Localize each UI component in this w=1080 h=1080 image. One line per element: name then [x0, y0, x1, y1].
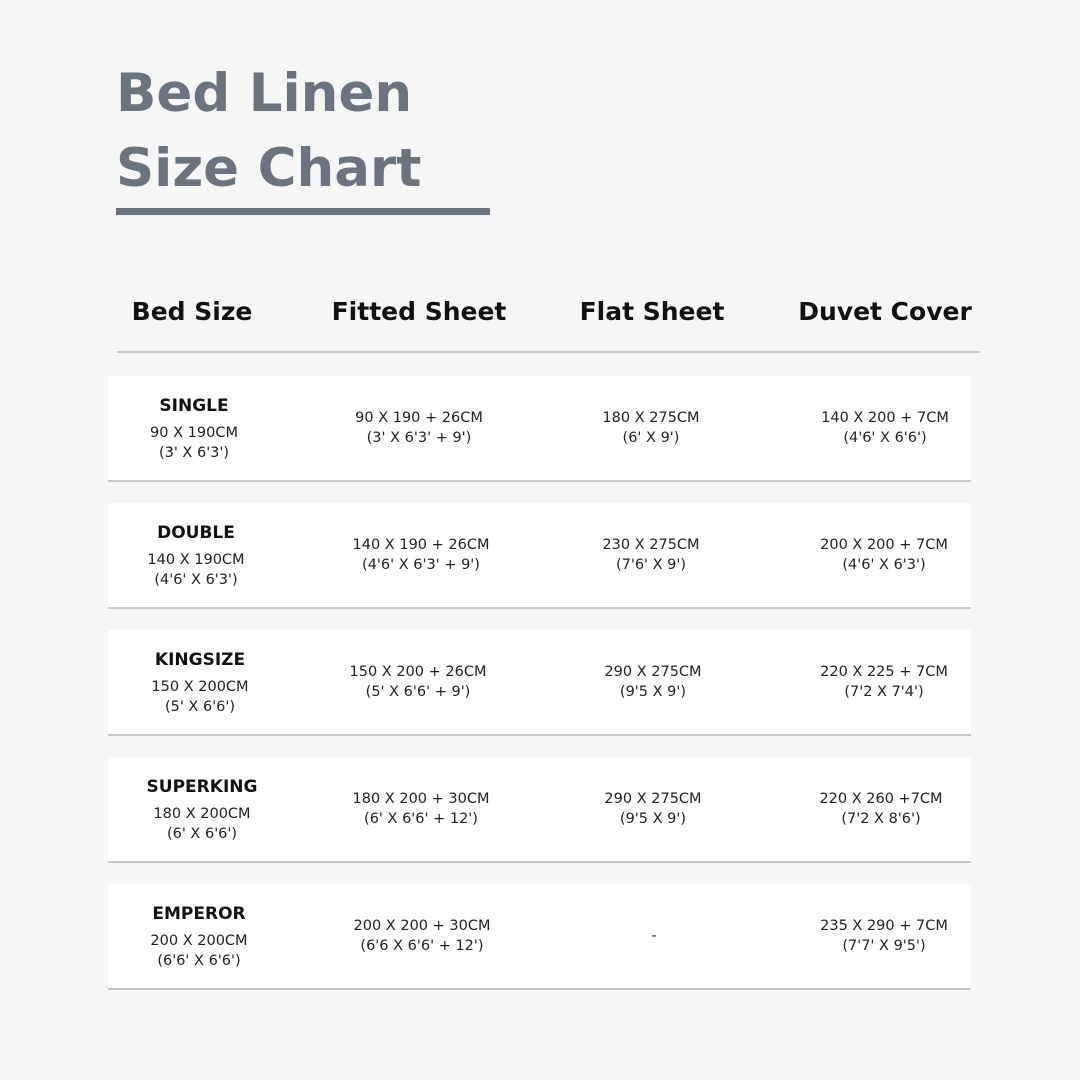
- flat-sheet-ft: (6' X 9'): [622, 430, 680, 446]
- fitted-sheet-cell: [355, 376, 483, 480]
- flat-sheet-ft: (9'5 X 9'): [619, 684, 687, 700]
- flat-sheet-cm: 290 X 275CM: [604, 664, 702, 680]
- page-title: [116, 56, 421, 206]
- header-flat-sheet: Flat Sheet: [579, 297, 725, 326]
- bed-size-ft: (5' X 6'6'): [164, 698, 236, 715]
- bed-size-name: EMPEROR: [152, 903, 246, 924]
- duvet-cover-cm: 140 X 200 + 7CM: [821, 410, 949, 426]
- bed-size-cell: [147, 757, 258, 861]
- bed-size-ft: (6'6' X 6'6'): [157, 952, 241, 969]
- bed-size-cm: 200 X 200CM: [150, 932, 248, 949]
- duvet-cover-cm: 235 X 290 + 7CM: [820, 918, 948, 934]
- duvet-cover-ft: (4'6' X 6'6'): [843, 430, 927, 446]
- fitted-sheet-ft: (6'6 X 6'6' + 12'): [360, 938, 484, 954]
- bed-size-cell: [151, 630, 248, 734]
- fitted-sheet-cm: 90 X 190 + 26CM: [355, 410, 483, 426]
- bed-size-cm: 150 X 200CM: [151, 678, 249, 695]
- fitted-sheet-cell: [353, 757, 490, 861]
- bed-size-name: KINGSIZE: [154, 649, 246, 670]
- duvet-cover-cell: [820, 630, 948, 734]
- title-line-1: Bed Linen: [116, 63, 413, 124]
- flat-sheet-cm: 290 X 275CM: [604, 791, 702, 807]
- duvet-cover-cell: [819, 757, 942, 861]
- duvet-cover-cm: 220 X 225 + 7CM: [820, 664, 948, 680]
- duvet-cover-ft: (7'7' X 9'5'): [842, 938, 926, 954]
- fitted-sheet-cm: 150 X 200 + 26CM: [349, 664, 487, 680]
- bed-size-cm: 180 X 200CM: [153, 805, 251, 822]
- duvet-cover-cell: [821, 376, 949, 480]
- table-row: [108, 757, 971, 863]
- fitted-sheet-ft: (3' X 6'3' + 9'): [366, 430, 472, 446]
- fitted-sheet-cm: 180 X 200 + 30CM: [352, 791, 490, 807]
- flat-sheet-cell: [604, 630, 701, 734]
- flat-sheet-cell: [604, 757, 701, 861]
- bed-size-cell: [150, 884, 247, 988]
- fitted-sheet-cell: [353, 503, 490, 607]
- bed-size-ft: (3' X 6'3'): [158, 444, 230, 461]
- table-row: [108, 630, 971, 736]
- bed-size-cm: 140 X 190CM: [147, 551, 245, 568]
- bed-size-name: DOUBLE: [157, 522, 235, 543]
- title-line-2: Size Chart: [116, 138, 422, 199]
- duvet-cover-cell: [820, 503, 948, 607]
- table-row: [108, 376, 971, 482]
- table-row: [108, 503, 971, 609]
- bed-size-cell: [150, 376, 238, 480]
- flat-sheet-cell: [602, 503, 699, 607]
- fitted-sheet-ft: (4'6' X 6'3' + 9'): [362, 557, 480, 573]
- duvet-cover-cm: 220 X 260 +7CM: [819, 791, 943, 807]
- bed-size-cell: [147, 503, 244, 607]
- fitted-sheet-ft: (6' X 6'6' + 12'): [364, 811, 478, 827]
- fitted-sheet-cm: 140 X 190 + 26CM: [352, 537, 490, 553]
- title-underline: [116, 208, 490, 215]
- fitted-sheet-cell: [350, 630, 487, 734]
- duvet-cover-cm: 200 X 200 + 7CM: [820, 537, 948, 553]
- duvet-cover-ft: (7'2 X 8'6'): [841, 811, 921, 827]
- header-divider: [117, 351, 980, 353]
- fitted-sheet-cell: [354, 884, 491, 988]
- flat-sheet-cell: [602, 376, 699, 480]
- size-table: [108, 376, 971, 1011]
- table-header: [0, 292, 1080, 332]
- bed-size-name: SINGLE: [159, 395, 229, 416]
- bed-size-name: SUPERKING: [146, 776, 258, 797]
- flat-sheet-cm: 230 X 275CM: [602, 537, 700, 553]
- flat-sheet-ft: (7'6' X 9'): [615, 557, 687, 573]
- fitted-sheet-ft: (5' X 6'6' + 9'): [365, 684, 471, 700]
- duvet-cover-cell: [820, 884, 948, 988]
- table-row: [108, 884, 971, 990]
- flat-sheet-cm: 180 X 275CM: [602, 410, 700, 426]
- flat-sheet-ft: (9'5 X 9'): [619, 811, 687, 827]
- duvet-cover-ft: (7'2 X 7'4'): [844, 684, 924, 700]
- flat-sheet-cell: [651, 884, 656, 988]
- header-fitted-sheet: Fitted Sheet: [331, 297, 507, 326]
- duvet-cover-ft: (4'6' X 6'3'): [842, 557, 926, 573]
- bed-size-cm: 90 X 190CM: [150, 424, 238, 441]
- bed-size-ft: (4'6' X 6'3'): [154, 571, 238, 588]
- bed-size-ft: (6' X 6'6'): [166, 825, 238, 842]
- header-duvet-cover: Duvet Cover: [798, 297, 972, 326]
- flat-sheet-empty: -: [651, 928, 657, 944]
- fitted-sheet-cm: 200 X 200 + 30CM: [353, 918, 491, 934]
- header-bed-size: Bed Size: [131, 297, 253, 326]
